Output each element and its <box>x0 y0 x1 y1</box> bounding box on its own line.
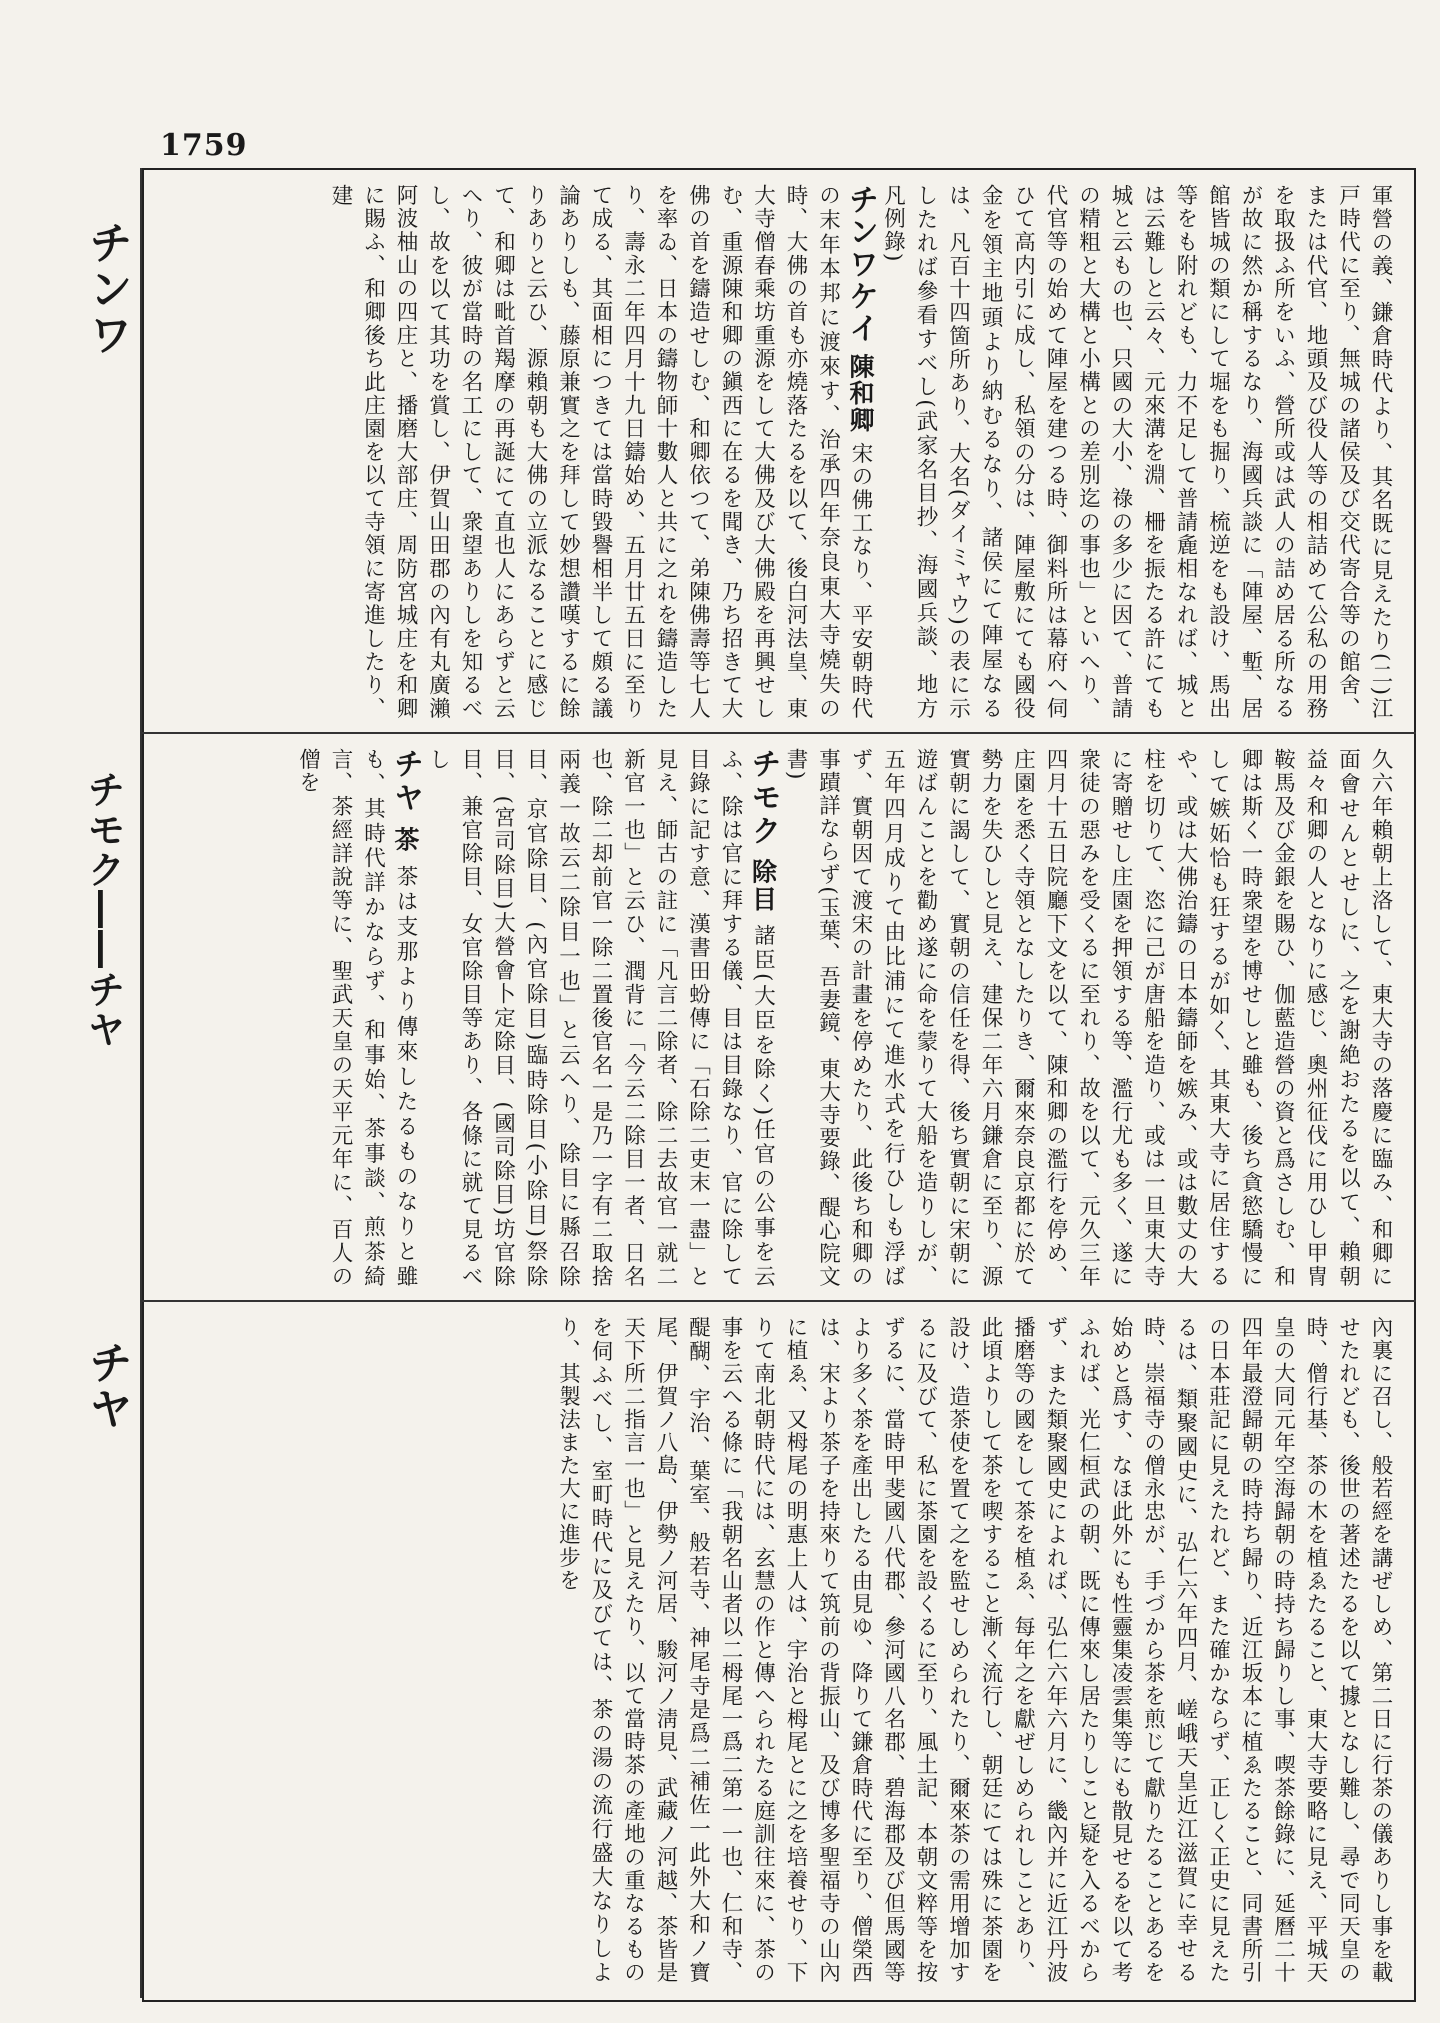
chimoku-cont-text: 久六年賴朝上洛して、東大寺の落慶に臨み、和卿に面會せんとせしに、之を謝絶おたるを以て、賴朝益々和卿の人となりに感じ、奧州征伐に用ひし甲冑鞍馬及び金銀を賜ひ、伽藍造營の資と爲さしむ、和卿は斯く一時衆望を博せしと雖も、後ち貪慾驕慢にして嫉妬恰も狂するが如く、其東大寺に居住するや、或は大佛治鑄の日本鑄師を嫉み、或は數丈の大柱を切りて、恣に己が唐船を造り、或は一旦東大寺に寄贈せし庄園を押領する等、濫行尤も多く、遂に衆徒の惡みを受くるに至れり、故を以て、元久三年四月十五日院廳下文を以て、陳和卿の濫行を停め、庄園を悉く寺領となしたりき、爾來奈良京都に於て勢力を失ひしと見え、建保二年六月鎌倉に至り、源實朝に謁して、實朝の信任を得、後ち實朝に宋朝に遊ばんことを勸め遂に命を蒙りて大船を造りしが、五年四月成りて由比浦にて進水式を行ひしも浮ばず、實朝因て渡宋の計畫を停めたり、此後ち和卿の事蹟詳ならず(玉葉、吾妻鏡、東大寺要錄、醍心院文書) <box>783 748 1393 1288</box>
side-heading-top: チンワ <box>81 220 132 358</box>
entry-body-chiya: 茶は支那より傳來したるものなりと雖も、其時代詳かならず、和事始、茶事談、煎茶綺言、茶經詳說等に、聖武天皇の天平元年に、百人の僧を <box>295 748 418 1288</box>
page-number: 1759 <box>160 128 248 163</box>
entry-body-chimoku: 諸臣(大臣を除く)任官の公事を云ふ、除は官に拜する儀、目は目錄なり、官に除して目錄に記す意、漢書田蚡傳に「石除二吏末一盡」と見え、師古の註に「凡言二除者、除二去故官一就二新官一也」と云ひ、潤背に「今云二除目一者、日名也、除二却前官一除二置後官名一是乃一字有二取捨兩義一故云二除目一也」と云へり、除目に縣召除目、京官除目、(內官除目)臨時除目(小除目)祭除目、(宮司除目)大營會卜定除目、(國司除目)坊官除目、兼官除目、女官除目等あり、各條に就て見るべし <box>425 748 776 1288</box>
section-divider-1 <box>142 732 1416 734</box>
entry-heading-chimoku: チモク <box>745 748 781 849</box>
entry-heading-chinwakei: チンワケイ <box>843 184 878 345</box>
side-heading-middle: チモク――チヤ <box>81 770 125 1050</box>
entry-kanji-chimoku: 除目 <box>748 858 778 915</box>
heading-column-rule <box>140 168 142 1998</box>
section-chimoku <box>158 748 1396 1288</box>
entry-kanji-chinwakei: 陳和卿 <box>846 353 875 434</box>
chinwa-text: 軍營の義、鎌倉時代より、其名既に見えたり(二)江戸時代に至り、無城の諸侯及び交代寄合等の館舍、または代官、地頭及び役人等の相詰めて公私の用務を取扱ふ所をいふ、營所或は武人の詰め居る所なるが故に然か稱するなり、海國兵談に「陣屋、塹、居館皆城の類にして堀をも掘り、梳逆をも設け、馬出等をも附れども、力不足して普請麁相なれば、城とは云難しと云々、元來溝を淵、柵を振たる許にても城と云もの也、只國の大小、祿の多少に因て、普請の精粗と大構と小構との差別迄の事也」といへり、代官等の始めて陣屋を建つる時、御料所は幕府へ伺ひて高内引に成し、私領の分は、陣屋敷にても國役金を領主地頭より納むるなり、諸侯にて陣屋なるは、凡百十四箇所あり、大名(ダイミャウ)の表に示したれば參看すべし(武家名目抄、海國兵談、地方凡例錄) <box>880 184 1393 720</box>
side-heading-bottom: チヤ <box>81 1340 132 1432</box>
entry-kanji-chiya: 茶 <box>391 826 420 855</box>
section-chinwa <box>158 184 1396 720</box>
chiya-cont-text: 內裏に召し、般若經を講ぜしめ、第二日に行茶の儀ありし事を載せたれども、後世の著述たるを以て據となし難し、尋で同天皇の時、僧行基、茶の木を植ゑたること、東大寺要略に見え、平城天皇の大同元年空海歸朝の時持ち歸りし事、喫茶餘錄に、延曆二十四年最澄歸朝の時持ち歸り、近江坂本に植ゑたること、同書所引の日本莊記に見えたれど、また確かならず、正しく正史に見えたるは、類聚國史に、弘仁六年四月、嵯峨天皇近江滋賀に幸せる時、崇福寺の僧永忠が、手づから茶を煎じて獻りたることあるを始めと爲す、なほ此外にも性靈集凌雲集等にも散見せるを以て考ふれば、光仁桓武の朝、既に傳來し居たりしこと疑を入るべからず、また類聚國史によれば、弘仁六年六月に、畿內并に近江丹波播磨等の國をして茶を植ゑ、每年之を獻ぜしめられしことあり、此頃よりして茶を喫すること漸く流行し、朝廷にては殊に茶園を設け、造茶使を置て之を監せしめられたり、爾來茶の需用增加するに及びて、私に茶園を設くるに至り、風土記、本朝文粹等を按ずるに、當時甲斐國八代郡、參河國八名郡、碧海郡及び但馬國等より多く茶を產出したる由見ゆ、降りて鎌倉時代に至り、僧榮西は、宋より茶子を持來りて筑前の背振山、及び博多聖福寺の山內に植ゑ、又栂尾の明惠上人は、宇治と栂尾とに之を培養せり、下りて南北朝時代には、玄慧の作と傳へられたる庭訓往來に、茶の事を云へる條に「我朝名山者以二栂尾一爲二第一一也、仁和寺、醍醐、宇治、葉室、般若寺、神尾寺是爲二補佐一此外大和ノ寶尾、伊賀ノ八島、伊勢ノ河居、駿河ノ淸見、武藏ノ河越、茶皆是天下所二指言一也」と見えたり、以て當時茶の產地の重なるものを伺ふべし、室町時代に及びては、茶の湯の流行盛大なりしより、其製法また大に進步を <box>555 1316 1393 1984</box>
entry-body-chinwakei: 宋の佛工なり、平安朝時代の末年本邦に渡來す、治承四年奈良東大寺燒失の時、大佛の首も亦燒落たるを以て、後白河法皇、東大寺僧春乘坊重源をして大佛及び大佛殿を再興せしむ、重源陳和卿の鎭西に在るを聞き、乃ち招きて大佛の首を鑄造せしむ、和卿依つて、弟陳佛壽等七人を率ゐ、日本の鑄物師十數人と共に之れを鑄造したり、壽永二年四月十九日鑄始め、五月廿五日に至りて成る、其面相につきては當時毀譽相半して頗る議論ありしも、藤原兼實之を拜して妙想讚嘆するに餘りありと云ひ、源賴朝も大佛の立派なることに感じて、和卿は毗首羯摩の再誕にて直也人にあらずと云へり、彼が當時の名工にして、衆望ありしを知るべし、故を以て其功を賞し、伊賀山田郡の內有丸廣瀨阿波柚山の四庄と、播磨大部庄、周防宮城庄を和卿に賜ふ、和卿後ち此庄園を以て寺領に寄進したり、建 <box>328 184 873 720</box>
section-chiya-cont <box>158 1316 1396 1984</box>
section-divider-2 <box>142 1300 1416 1302</box>
entry-heading-chiya: チヤ <box>388 748 423 816</box>
